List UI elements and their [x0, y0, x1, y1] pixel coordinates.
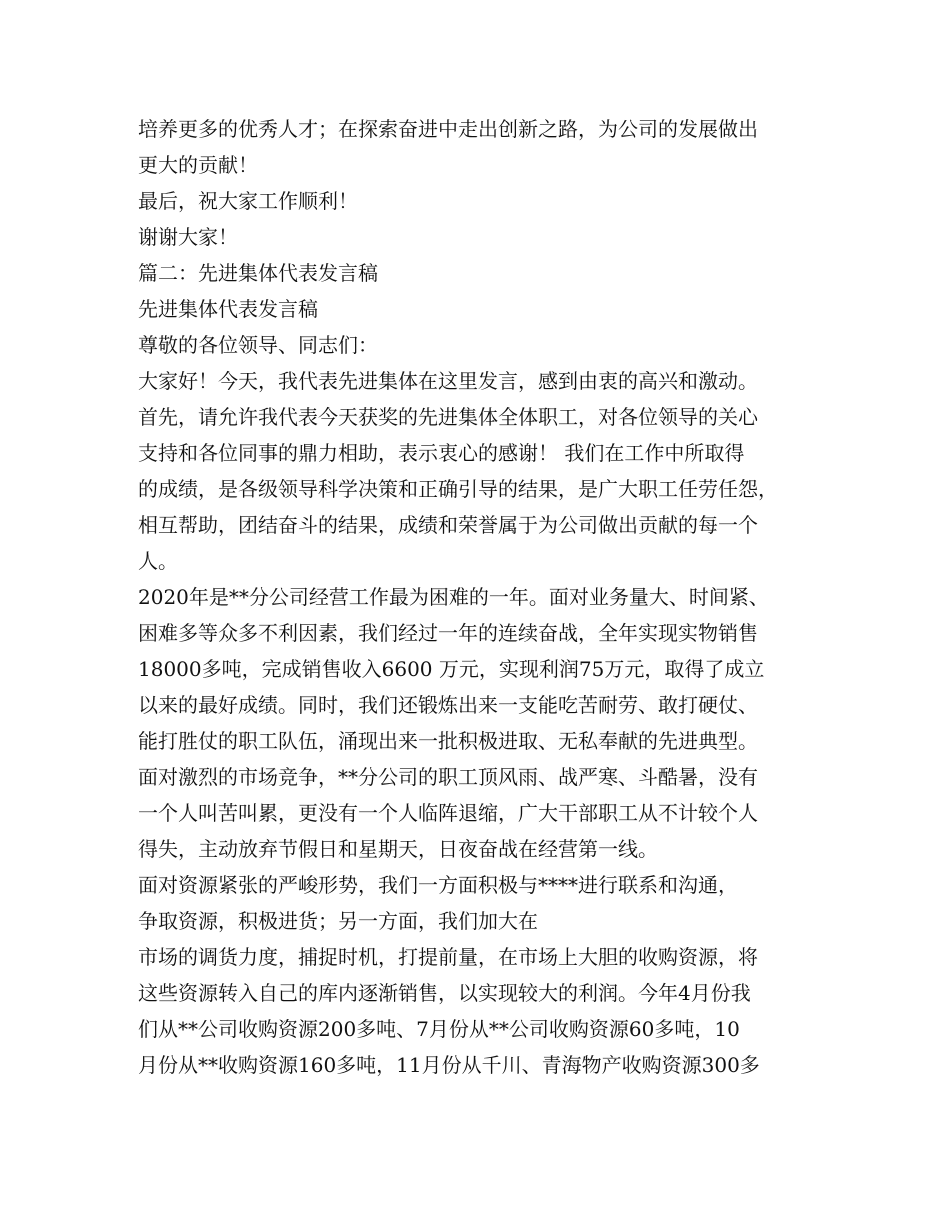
text-line: 月份从**收购资源160多吨，11月份从千川、青海物产收购资源300多: [138, 1053, 760, 1077]
text-line: 谢谢大家！: [138, 225, 238, 249]
text-line: 培养更多的优秀人才；在探索奋进中走出创新之路，为公司的发展做出: [138, 117, 758, 141]
text-line: 面对激烈的市场竞争，**分公司的职工顶风雨、战严寒、斗酷暑，没有: [138, 765, 758, 789]
text-line: 市场的调货力度，捕捉时机，打提前量，在市场上大胆的收购资源，将: [138, 945, 758, 969]
text-line: 困难多等众多不利因素，我们经过一年的连续奋战，全年实现实物销售: [138, 621, 758, 645]
text-line: 以来的最好成绩。同时，我们还锻炼出来一支能吃苦耐劳、敢打硬仗、: [138, 693, 758, 717]
text-line: 大家好！今天，我代表先进集体在这里发言，感到由衷的高兴和激动。: [138, 369, 758, 393]
salutation: 尊敬的各位领导、同志们：: [138, 333, 378, 357]
text-line: 一个人叫苦叫累，更没有一个人临阵退缩，广大干部职工从不计较个人: [138, 801, 758, 825]
text-line: 首先，请允许我代表今天获奖的先进集体全体职工，对各位领导的关心: [138, 405, 758, 429]
section-heading: 篇二：先进集体代表发言稿: [138, 261, 378, 285]
text-line: 支持和各位同事的鼎力相助，表示衷心的感谢！ 我们在工作中所取得: [138, 441, 745, 465]
text-line: 争取资源，积极进货；另一方面，我们加大在: [138, 909, 538, 933]
text-line: 最后，祝大家工作顺利！: [138, 189, 358, 213]
text-line: 这些资源转入自己的库内逐渐销售，以实现较大的利润。今年4月份我: [138, 981, 751, 1005]
text-line: 面对资源紧张的严峻形势，我们一方面积极与****进行联系和沟通，: [138, 873, 738, 897]
text-line: 相互帮助，团结奋斗的结果，成绩和荣誉属于为公司做出贡献的每一个: [138, 513, 758, 537]
text-line: 18000多吨，完成销售收入6600 万元，实现利润75万元，取得了成立: [138, 657, 765, 681]
text-line: 2020年是**分公司经营工作最为困难的一年。面对业务量大、时间紧、: [138, 585, 769, 609]
document-title: 先进集体代表发言稿: [138, 297, 318, 321]
text-line: 的成绩，是各级领导科学决策和正确引导的结果，是广大职工任劳任怨，: [138, 477, 778, 501]
text-line: 人。: [138, 549, 178, 573]
text-line: 能打胜仗的职工队伍，涌现出来一批积极进取、无私奉献的先进典型。: [138, 729, 758, 753]
text-line: 们从**公司收购资源200多吨、7月份从**公司收购资源60多吨，10: [138, 1017, 740, 1041]
text-line: 更大的贡献！: [138, 153, 258, 177]
text-line: 得失，主动放弃节假日和星期天，日夜奋战在经营第一线。: [138, 837, 658, 861]
